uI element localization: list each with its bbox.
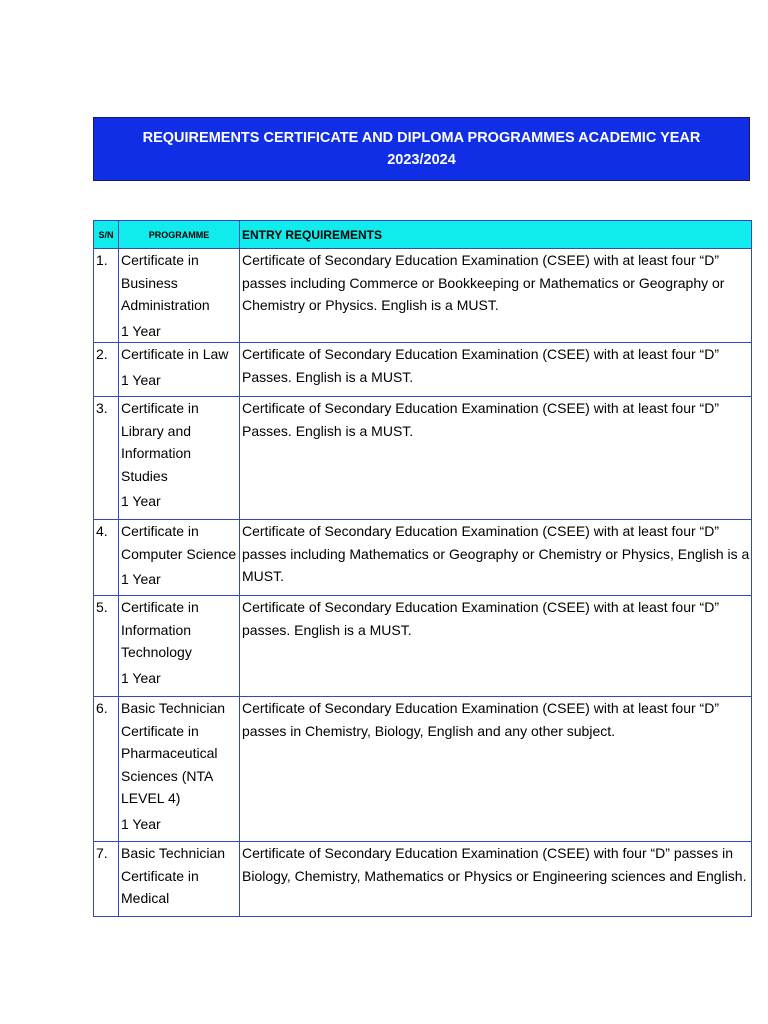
row-requirement: Certificate of Secondary Education Examination (CSEE) with at least four “D” passes including Mathematics or Geography or Chemistry or Physics, English is a MUST.	[240, 520, 752, 596]
row-programme	[119, 596, 240, 697]
programme-name: Certificate in Library and Information Studies	[121, 400, 199, 484]
row-sn: 6.	[94, 697, 119, 842]
header-entry-label: ENTRY REQUIREMENTS	[242, 227, 383, 242]
programme-name: Basic Technician Certificate in Medical	[121, 845, 226, 906]
table-row	[94, 842, 752, 917]
row-requirement: Certificate of Secondary Education Examination (CSEE) with at least four “D” Passes. English is a MUST.	[240, 397, 752, 520]
table-row	[94, 520, 752, 596]
row-programme	[119, 249, 240, 343]
requirements-table	[93, 220, 752, 917]
row-programme	[119, 842, 240, 917]
row-requirement: Certificate of Secondary Education Examination (CSEE) with at least four “D” passes including Commerce or Bookkeeping or Mathematics or Geography or Chemistry or Physics. English is a MUST.	[240, 249, 752, 343]
programme-duration: 1 Year	[121, 669, 161, 686]
table-row	[94, 596, 752, 697]
document-title: REQUIREMENTS CERTIFICATE AND DIPLOMA PROGRAMMES ACADEMIC YEAR 2023/2024	[142, 130, 701, 168]
header-entry	[240, 221, 752, 249]
header-sn	[94, 221, 119, 249]
programme-duration: 1 Year	[121, 322, 161, 339]
programme-duration: 1 Year	[121, 815, 161, 832]
programme-name: Certificate in Business Administration	[121, 252, 210, 313]
row-requirement: Certificate of Secondary Education Examination (CSEE) with at least four “D” Passes. English is a MUST.	[240, 343, 752, 397]
header-programme	[119, 221, 240, 249]
table-row	[94, 697, 752, 842]
header-sn-label: S/N	[98, 230, 114, 241]
row-sn: 4.	[94, 520, 119, 596]
row-sn: 3.	[94, 397, 119, 520]
programme-name: Basic Technician Certificate in Pharmaceutical Sciences (NTA LEVEL 4)	[121, 700, 226, 806]
row-requirement: Certificate of Secondary Education Examination (CSEE) with at least four “D” passes. English is a MUST.	[240, 596, 752, 697]
row-programme	[119, 697, 240, 842]
programme-duration: 1 Year	[121, 493, 161, 509]
row-programme	[119, 520, 240, 596]
table-row	[94, 343, 752, 397]
row-sn: 2.	[94, 343, 119, 397]
row-programme	[119, 397, 240, 520]
table-header-row	[94, 221, 752, 249]
row-sn: 1.	[94, 249, 119, 343]
row-requirement: Certificate of Secondary Education Examination (CSEE) with at least four “D” passes in Chemistry, Biology, English and any other subject.	[240, 697, 752, 842]
programme-duration: 1 Year	[121, 371, 161, 388]
row-programme	[119, 343, 240, 397]
programme-name: Certificate in Law	[121, 346, 229, 362]
programme-name: Certificate in Information Technology	[121, 599, 199, 660]
programme-name: Certificate in Computer Science	[121, 523, 237, 562]
table-row	[94, 249, 752, 343]
header-programme-label: PROGRAMME	[148, 230, 210, 241]
row-sn: 5.	[94, 596, 119, 697]
title-banner	[93, 117, 750, 181]
table-row	[94, 397, 752, 520]
row-requirement: Certificate of Secondary Education Examination (CSEE) with four “D” passes in Biology, Chemistry, Mathematics or Physics or Engineering sciences and English.	[240, 842, 752, 917]
programme-duration: 1 Year	[121, 571, 161, 587]
row-sn: 7.	[94, 842, 119, 917]
